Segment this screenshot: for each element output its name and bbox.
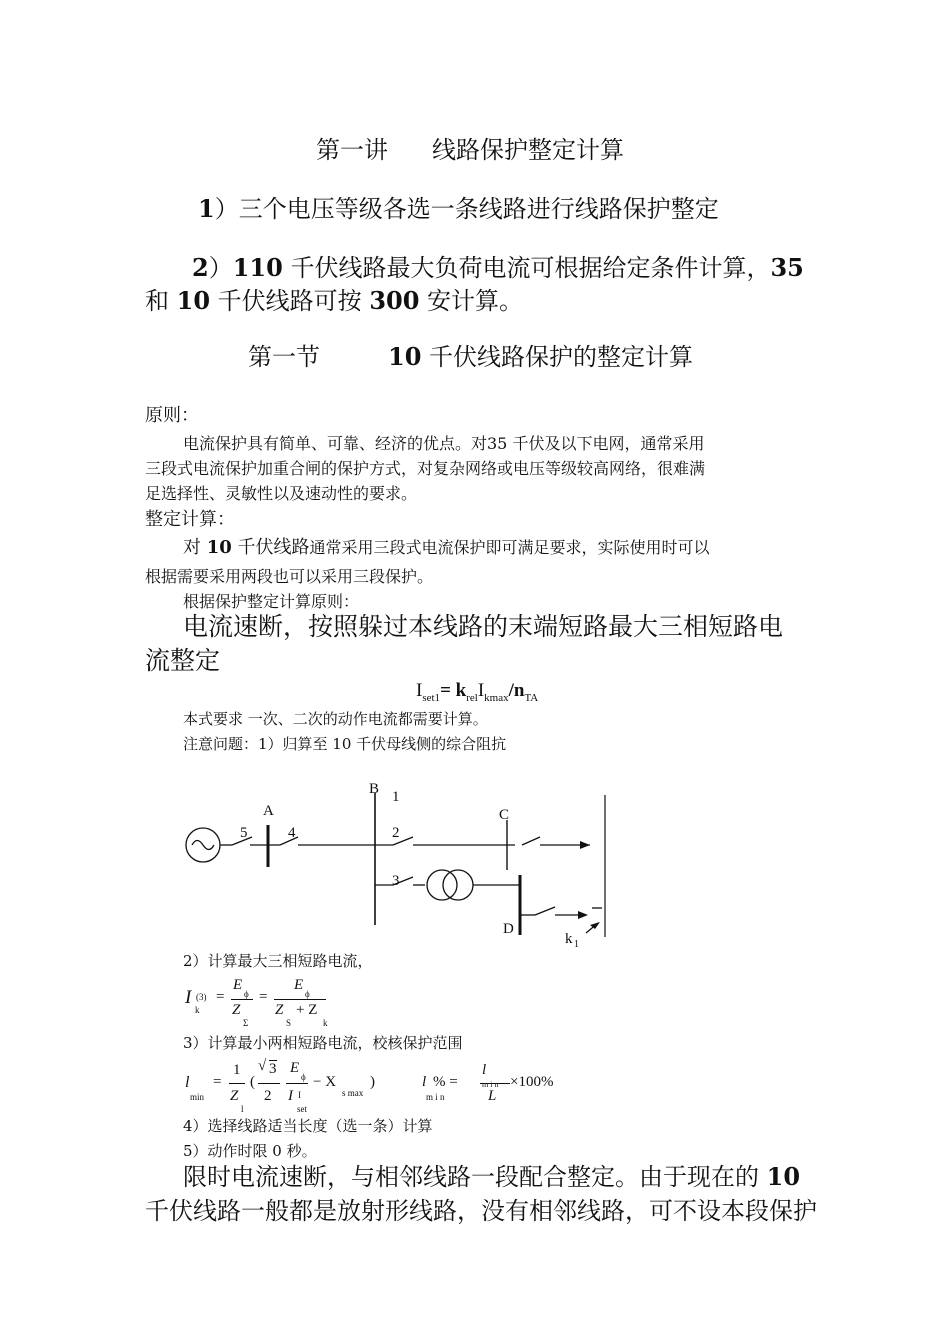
lecture-label: 第一讲	[316, 136, 388, 164]
step-4: 4）选择线路适当长度（选一条）计算	[183, 1117, 433, 1135]
label-d: D	[503, 921, 514, 937]
label-5: 5	[240, 825, 248, 841]
label-b: B	[369, 781, 380, 797]
formula-ik3: I (3) k = E ϕ Z Σ = E ϕ Z S + Z k	[185, 977, 328, 1028]
note-1: 本式要求 一次、二次的动作电流都需要计算。	[183, 710, 488, 728]
note-2: 注意问题：1）归算至 10 千伏母线侧的综合阻抗	[183, 735, 507, 753]
transformer-winding-1	[427, 870, 457, 900]
instant-line-2: 流整定	[145, 646, 221, 675]
arrow-d	[578, 911, 588, 919]
calc-label: 整定计算：	[145, 509, 235, 530]
section-title: 10 千伏线路保护的整定计算	[388, 342, 694, 371]
principle-label: 原则：	[145, 405, 199, 426]
calc-line-3: 根据保护整定计算原则：	[183, 592, 360, 611]
arrow-c	[580, 841, 590, 849]
label-2: 2	[392, 825, 400, 841]
calc-line-1: 对 10 千伏线路通常采用三段式电流保护即可满足要求，实际使用时可以	[183, 537, 710, 558]
step-2: 2）计算最大三相短路电流，	[183, 952, 373, 970]
step-3: 3）计算最小两相短路电流，校核保护范围	[183, 1034, 463, 1052]
principle-line-2: 三段式电流保护加重合闸的保护方式，对复杂网络或电压等级较高网络，很难满	[145, 459, 706, 478]
label-3: 3	[392, 873, 400, 889]
label-k: k	[565, 931, 573, 947]
label-4: 4	[288, 825, 296, 841]
item-2-line2: 和 10 千伏线路可按 300 安计算。	[145, 286, 524, 315]
section-label: 第一节	[248, 343, 320, 371]
label-k-sub: 1	[574, 939, 579, 950]
calc-line-2: 根据需要采用两段也可以采用三段保护。	[145, 567, 434, 586]
formula-lmin: l min = 1 Z l ( √ 3 2 E ϕ I I set − X s max ) l m i n % = l m i n L ×100%	[185, 1058, 554, 1114]
timed-line-1: 限时电流速断，与相邻线路一段配合整定。由于现在的 10	[183, 1162, 801, 1191]
timed-line-2: 千伏线路一般都是放射形线路，没有相邻线路，可不设本段保护	[145, 1197, 817, 1225]
page-title: 线路保护整定计算	[432, 136, 624, 164]
breaker-1-c	[522, 837, 540, 845]
item-2-line1: 2）110 千伏线路最大负荷电流可根据给定条件计算，35	[192, 253, 804, 282]
network-diagram	[170, 775, 620, 950]
label-a: A	[263, 803, 274, 819]
item-1: 1）三个电压等级各选一条线路进行线路保护整定	[198, 194, 719, 223]
label-1: 1	[392, 789, 400, 805]
principle-line-3: 足选择性、灵敏性以及速动性的要求。	[145, 484, 418, 503]
formula-iset1: $I_{set1}= k_{rel}I_{kmax}/n_{TA}$	[416, 680, 539, 704]
transformer-winding-2	[443, 870, 473, 900]
step-5: 5）动作时限 0 秒。	[183, 1142, 317, 1160]
principle-line-1: 电流保护具有简单、可靠、经济的优点。对35 千伏及以下电网，通常采用	[183, 434, 705, 453]
label-c: C	[499, 807, 510, 823]
instant-line-1: 电流速断，按照躲过本线路的末端短路最大三相短路电	[183, 612, 784, 641]
